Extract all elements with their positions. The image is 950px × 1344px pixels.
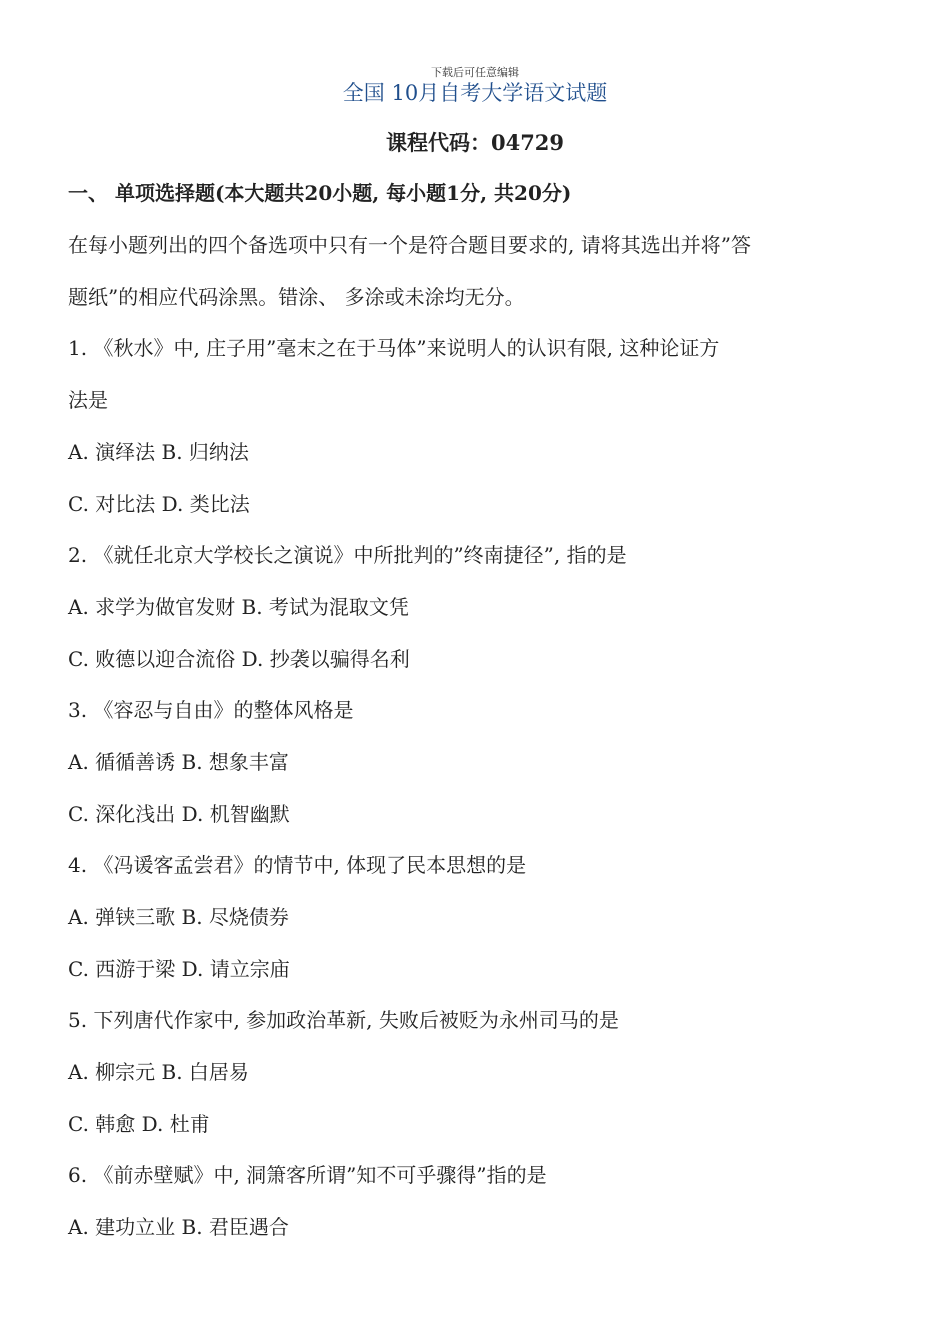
header-note: 下载后可任意编辑 (431, 66, 519, 79)
section-heading: 一、 单项选择题(本大题共20小题, 每小题1分, 共20分) (68, 181, 572, 205)
option-line: A. 循循善诱 B. 想象丰富 (68, 750, 289, 774)
question-line: 4. 《冯谖客孟尝君》的情节中, 体现了民本思想的是 (68, 853, 527, 877)
option-line: A. 柳宗元 B. 白居易 (68, 1060, 249, 1084)
instruction-line: 题纸”的相应代码涂黑。错涂、 多涂或未涂均无分。 (68, 285, 525, 309)
page-title: 全国 10月自考大学语文试题 (342, 81, 608, 105)
option-line: A. 演绎法 B. 归纳法 (68, 440, 249, 464)
option-line: C. 西游于梁 D. 请立宗庙 (68, 957, 290, 981)
option-line: C. 深化浅出 D. 机智幽默 (68, 802, 290, 826)
question-line: 5. 下列唐代作家中, 参加政治革新, 失败后被贬为永州司马的是 (68, 1008, 619, 1032)
option-line: A. 求学为做官发财 B. 考试为混取文凭 (68, 595, 409, 619)
option-line: C. 败德以迎合流俗 D. 抄袭以骗得名利 (68, 647, 410, 671)
question-line: 2. 《就任北京大学校长之演说》中所批判的”终南捷径”, 指的是 (68, 543, 627, 567)
question-line: 1. 《秋水》中, 庄子用”毫末之在于马体”来说明人的认识有限, 这种论证方 (68, 336, 720, 360)
instruction-line: 在每小题列出的四个备选项中只有一个是符合题目要求的, 请将其选出并将”答 (68, 233, 751, 257)
option-line: A. 建功立业 B. 君臣遇合 (68, 1215, 289, 1239)
option-line: C. 对比法 D. 类比法 (68, 492, 250, 516)
question-line: 6. 《前赤壁赋》中, 洞箫客所谓”知不可乎骤得”指的是 (68, 1163, 547, 1187)
option-line: C. 韩愈 D. 杜甫 (68, 1112, 210, 1136)
option-line: A. 弹铗三歌 B. 尽烧债券 (68, 905, 289, 929)
question-line: 3. 《容忍与自由》的整体风格是 (68, 698, 354, 722)
question-line: 法是 (68, 388, 108, 412)
course-code: 课程代码：04729 (385, 130, 565, 155)
